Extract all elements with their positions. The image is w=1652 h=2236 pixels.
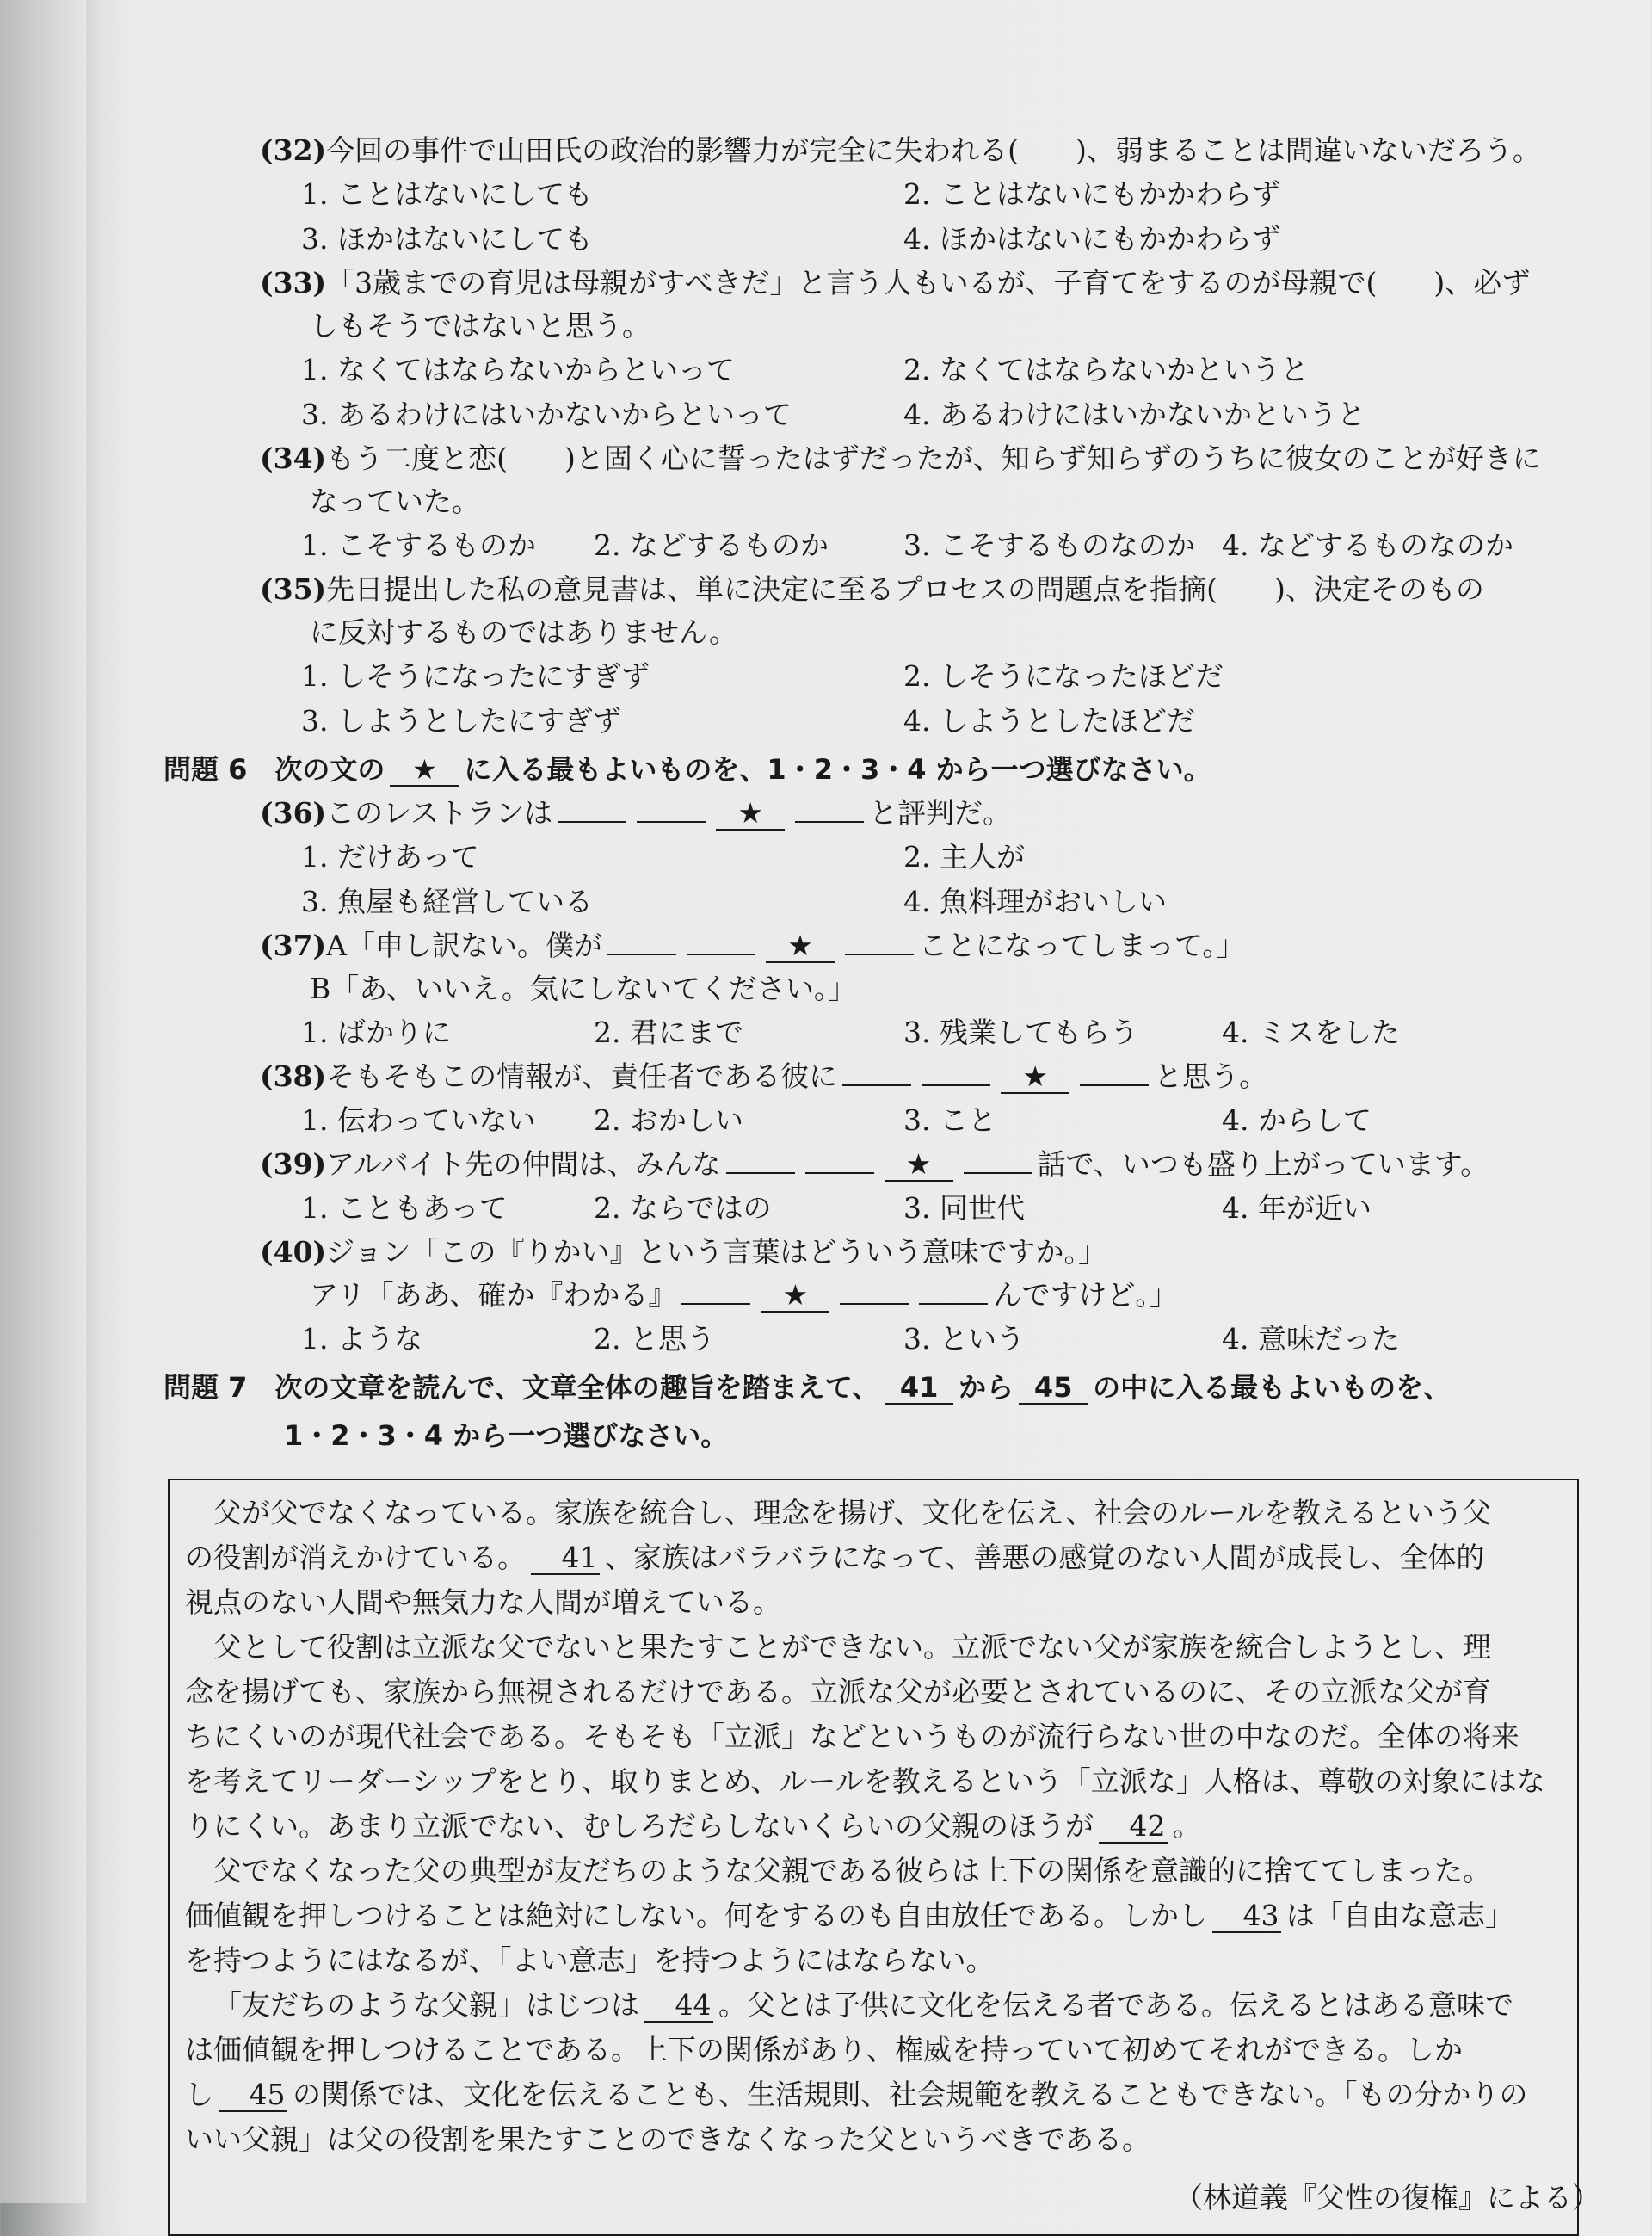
question-stem-cont: なっていた。 — [310, 485, 480, 518]
paragraph-2 — [185, 1625, 1562, 1849]
blank[interactable] — [845, 954, 914, 955]
passage-text: 父として役割は立派な父でないと果たすことができない。立派でない父が家族を統合しようとし、理 — [213, 1630, 1491, 1664]
blank[interactable] — [681, 1303, 750, 1305]
passage-text: 価値観を押しつけることは絶対にしない。何をするのも自由放任である。しかし — [185, 1899, 1207, 1932]
option-1[interactable]: 1. だけあって — [301, 840, 479, 874]
exam-page — [163, 129, 1609, 1458]
passage-text: りにくい。あまり立派でない、むしろだらしないくらいの父親のほうが — [185, 1809, 1094, 1843]
question-number: (33) — [260, 266, 327, 300]
section-7-post: の中に入る最もよいものを、 — [1093, 1371, 1452, 1404]
option-1[interactable]: 1. こそするものか — [301, 528, 536, 562]
blank-45-ref: 45 — [1019, 1372, 1088, 1405]
passage-text: 念を揚げても、家族から無視されるだけである。立派な父が必要とされているのに、その立派な父が育 — [185, 1675, 1491, 1708]
star-blank[interactable]: ★ — [716, 798, 785, 831]
option-4[interactable]: 4. 魚料理がおいしい — [903, 885, 1167, 918]
passage-text: 父が父でなくなっている。家族を統合し、理念を揚げ、文化を伝え、社会のルールを教えるという父 — [213, 1496, 1491, 1529]
option-2[interactable]: 2. おかしい — [594, 1103, 743, 1137]
question-number: (36) — [260, 796, 327, 830]
option-2[interactable]: 2. ならではの — [594, 1191, 772, 1225]
question-34 — [163, 437, 1609, 568]
option-3[interactable]: 3. という — [903, 1322, 1025, 1356]
passage-text: し — [185, 2078, 213, 2111]
question-stem-post: と評判だ。 — [869, 796, 1012, 830]
paragraph-3 — [185, 1849, 1562, 1983]
question-stem: 「3歳までの育児は母親がすべきだ」と言う人もいるが、子育てをするのが母親で( )、必ず — [326, 266, 1531, 300]
blank-41[interactable]: 41 — [531, 1542, 600, 1575]
question-36 — [163, 792, 1609, 924]
option-4[interactable]: 4. しようとしたほどだ — [903, 704, 1195, 738]
option-3[interactable]: 3. 残業してもらう — [903, 1016, 1138, 1049]
section-7-pre: 問題 7 次の文章を読んで、文章全体の趣旨を踏まえて、 — [163, 1371, 880, 1404]
blank-42[interactable]: 42 — [1099, 1811, 1168, 1844]
paragraph-1 — [185, 1491, 1562, 1625]
blank[interactable] — [842, 1084, 911, 1086]
option-4[interactable]: 4. 意味だった — [1222, 1322, 1400, 1356]
section-6-pre: 問題 6 次の文の — [163, 753, 385, 786]
question-32 — [163, 129, 1609, 262]
option-4[interactable]: 4. などするものなのか — [1222, 528, 1513, 562]
passage-text: 。 — [1173, 1809, 1201, 1843]
question-number: (38) — [260, 1059, 327, 1093]
question-number: (34) — [260, 442, 327, 475]
star-blank[interactable]: ★ — [885, 1149, 953, 1182]
option-3[interactable]: 3. 魚屋も経営している — [301, 885, 593, 918]
option-3[interactable]: 3. しようとしたにすぎず — [301, 704, 621, 738]
question-stem-post: と思う。 — [1154, 1059, 1268, 1093]
option-2[interactable]: 2. などするものか — [594, 528, 829, 562]
option-2[interactable]: 2. しそうになったほどだ — [903, 659, 1224, 693]
passage-text: 父でなくなった父の典型が友だちのような父親である彼らは上下の関係を意識的に捨ててしまった。 — [213, 1854, 1491, 1887]
question-stem: 今回の事件で山田氏の政治的影響力が完全に失われる( )、弱まることは間違いないだろう。 — [326, 133, 1541, 167]
blank[interactable] — [607, 954, 676, 955]
passage-text: を持つようにはなるが、「よい意志」を持つようにはならない。 — [185, 1943, 995, 1977]
option-1[interactable]: 1. 伝わっていない — [301, 1103, 536, 1137]
star-blank: ★ — [390, 754, 459, 787]
question-number: (40) — [260, 1235, 327, 1269]
passage-text: は「自由な意志」 — [1286, 1899, 1513, 1932]
section-6-post: に入る最もよいものを、1・2・3・4 から一つ選びなさい。 — [464, 753, 1211, 786]
option-1[interactable]: 1. ばかりに — [301, 1016, 451, 1049]
question-number: (39) — [260, 1147, 327, 1181]
question-40 — [163, 1231, 1609, 1362]
reading-passage — [168, 1479, 1579, 2236]
option-4[interactable]: 4. からして — [1222, 1103, 1372, 1137]
option-1[interactable]: 1. しそうになったにすぎず — [301, 659, 650, 693]
blank-45[interactable]: 45 — [219, 2079, 287, 2112]
option-2[interactable]: 2. と思う — [594, 1322, 715, 1356]
blank[interactable] — [1080, 1084, 1149, 1086]
option-4[interactable]: 4. ミスをした — [1222, 1016, 1400, 1049]
question-stem-cont: B「あ、いいえ。気にしないてください。」 — [310, 972, 857, 1005]
option-1[interactable]: 1. ような — [301, 1322, 422, 1356]
blank[interactable] — [637, 821, 706, 823]
star-blank[interactable]: ★ — [761, 1280, 829, 1313]
section-7-mid: から — [959, 1371, 1014, 1404]
option-3[interactable]: 3. こと — [903, 1103, 996, 1137]
star-blank[interactable]: ★ — [766, 930, 835, 963]
question-number: (32) — [260, 133, 327, 167]
passage-text: の役割が消えかけている。 — [185, 1541, 526, 1574]
passage-text: 視点のない人間や無気力な人間が増えている。 — [185, 1585, 781, 1619]
passage-text: ちにくいのが現代社会である。そもそも「立派」などというものが流行らない世の中なのだ。全体の将来 — [185, 1720, 1519, 1753]
question-stem-cont: しもそうではないと思う。 — [310, 309, 650, 343]
question-stem-pre: アリ「ああ、確か『わかる』 — [310, 1278, 677, 1312]
section-7-line2: 1・2・3・4 から一つ選びなさい。 — [284, 1419, 729, 1452]
option-2[interactable]: 2. ことはないにもかかわらず — [903, 177, 1280, 211]
option-1[interactable]: 1. なくてはならないからといって — [301, 353, 735, 386]
passage-text: は価値観を押しつけることである。上下の関係があり、権威を持っていて初めてそれができる。しか — [185, 2033, 1463, 2066]
option-4[interactable]: 4. ほかはないにもかかわらず — [903, 222, 1280, 256]
passage-text: 「友だちのような父親」はじつは — [213, 1988, 639, 2022]
blank[interactable] — [726, 1172, 795, 1174]
blank-41-ref: 41 — [885, 1372, 953, 1405]
option-3[interactable]: 3. こそするものなのか — [903, 528, 1195, 562]
option-1[interactable]: 1. こともあって — [301, 1191, 508, 1225]
question-37 — [163, 924, 1609, 1055]
question-stem-cont: に反対するものではありません。 — [310, 615, 737, 649]
question-stem-post: んですけど。」 — [993, 1278, 1178, 1312]
question-stem-pre: アルバイト先の仲間は、みんな — [326, 1147, 721, 1181]
option-4[interactable]: 4. あるわけにはいかないかというと — [903, 398, 1365, 431]
book-gutter — [0, 0, 86, 2203]
passage-text: を考えてリーダーシップをとり、取りまとめ、ルールを教えるという「立派な」人格は、尊敬の対象にはな — [185, 1764, 1545, 1798]
option-4[interactable]: 4. 年が近い — [1222, 1191, 1372, 1225]
passage-text: の関係では、文化を伝えることも、生活規則、社会規範を教えることもできない。「もの分かりの — [293, 2078, 1528, 2111]
question-stem-pre: A「申し訳ない。僕が — [326, 929, 602, 962]
passage-text: いい父親」は父の役割を果たすことのできなくなった父というべきである。 — [185, 2122, 1150, 2156]
blank[interactable] — [795, 821, 864, 823]
option-2[interactable]: 2. なくてはならないかというと — [903, 353, 1309, 386]
question-38 — [163, 1055, 1609, 1143]
blank[interactable] — [840, 1303, 909, 1305]
passage-text: 、家族はバラバラになって、善悪の感覚のない人間が成長し、全体的 — [605, 1541, 1485, 1574]
option-1[interactable]: 1. ことはないにしても — [301, 177, 593, 211]
section-7-heading — [163, 1365, 1609, 1410]
question-stem-pre: そもそもこの情報が、責任者である彼に — [326, 1059, 838, 1093]
option-3[interactable]: 3. 同世代 — [903, 1191, 1025, 1225]
star-blank[interactable]: ★ — [1001, 1061, 1069, 1094]
blank[interactable] — [558, 821, 626, 823]
option-2[interactable]: 2. 君にまで — [594, 1016, 743, 1049]
question-number: (37) — [260, 929, 327, 962]
question-stem: 先日提出した私の意見書は、単に決定に至るプロセスの問題点を指摘( )、決定そのもの — [326, 572, 1484, 606]
option-3[interactable]: 3. ほかはないにしても — [301, 222, 593, 256]
question-33 — [163, 262, 1609, 437]
question-stem-pre: このレストランは — [326, 796, 553, 830]
question-39 — [163, 1143, 1609, 1231]
question-stem-post: ことになってしまって。」 — [919, 929, 1245, 962]
blank[interactable] — [922, 1084, 990, 1086]
option-2[interactable]: 2. 主人が — [903, 840, 1025, 874]
blank[interactable] — [805, 1172, 874, 1174]
blank-43[interactable]: 43 — [1212, 1900, 1281, 1933]
blank[interactable] — [964, 1172, 1032, 1174]
blank[interactable] — [687, 954, 755, 955]
passage-source: （林道義『父性の復権』による） — [1174, 2181, 1600, 2214]
question-stem-post: 話で、いつも盛り上がっています。 — [1037, 1147, 1489, 1181]
blank[interactable] — [919, 1303, 988, 1305]
question-stem: ジョン「この『りかい』という言葉はどういう意味ですか。」 — [326, 1235, 1106, 1269]
question-35 — [163, 568, 1609, 744]
question-stem: もう二度と恋( )と固く心に誓ったはずだったが、知らず知らずのうちに彼女のことが好きに — [326, 442, 1541, 475]
section-6-heading — [163, 747, 1609, 792]
blank-44[interactable]: 44 — [644, 1990, 713, 2023]
passage-text: 。父とは子供に文化を伝える者である。伝えるとはある意味で — [718, 1988, 1513, 2022]
option-3[interactable]: 3. あるわけにはいかないからといって — [301, 398, 792, 431]
question-number: (35) — [260, 572, 327, 606]
paragraph-4 — [185, 1983, 1562, 2162]
section-7-heading-line2 — [163, 1413, 1609, 1458]
